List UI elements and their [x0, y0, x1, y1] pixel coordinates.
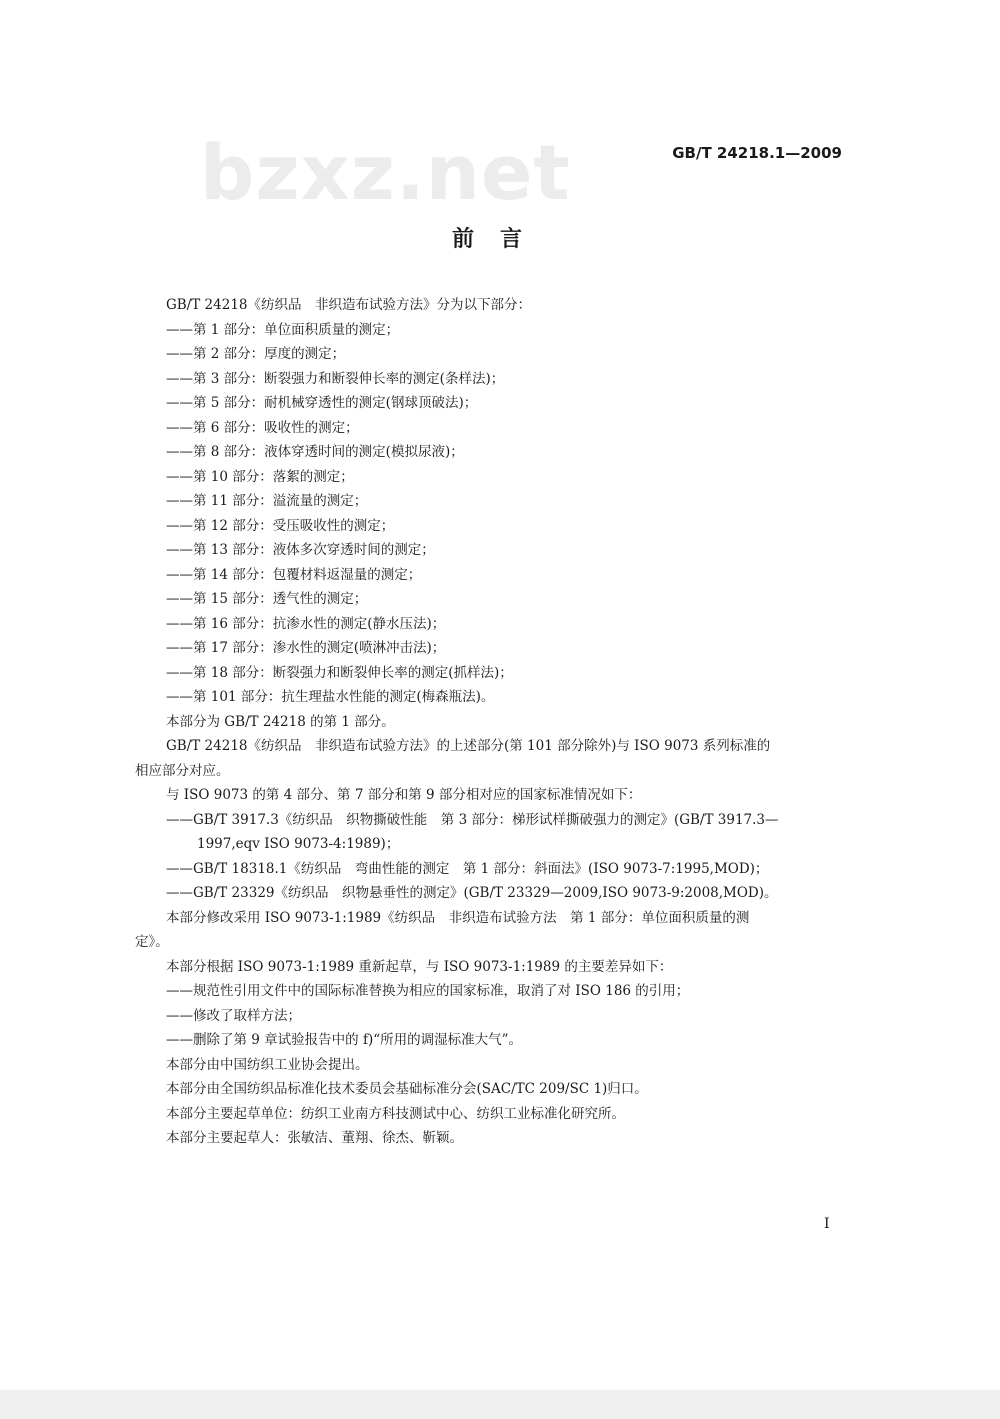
part-list-item: ——第 10 部分：落絮的测定； — [166, 468, 354, 485]
part-list-item: ——第 3 部分：断裂强力和断裂伸长率的测定(条样法)； — [166, 370, 505, 387]
drafters-paragraph: 本部分主要起草人：张敏洁、董翔、徐杰、靳颖。 — [166, 1130, 463, 1146]
difference-item: ——修改了取样方法； — [166, 1007, 301, 1024]
page-title: 前言 — [451, 227, 548, 252]
difference-item: ——删除了第 9 章试验报告中的 f)“所用的调湿标准大气”。 — [166, 1032, 523, 1048]
part-list-item: ——第 1 部分：单位面积质量的测定； — [166, 321, 400, 338]
national-standard-item-line1: ——GB/T 3917.3《纺织品 织物撕破性能 第 3 部分：梯形试样撕破强力的测定》(GB/T 3917.3— — [166, 811, 779, 828]
correspondence-paragraph-line1: GB/T 24218《纺织品 非织造布试验方法》的上述部分(第 101 部分除外)与 ISO 9073 系列标准的 — [166, 738, 771, 754]
redraft-paragraph: 本部分根据 ISO 9073-1:1989 重新起草，与 ISO 9073-1:1989 的主要差异如下： — [166, 958, 673, 975]
part-list-item: ——第 6 部分：吸收性的测定； — [166, 419, 359, 436]
national-standards-intro: 与 ISO 9073 的第 4 部分、第 7 部分和第 9 部分相对应的国家标准情况如下： — [166, 787, 642, 803]
national-standard-item: ——GB/T 23329《纺织品 织物悬垂性的测定》(GB/T 23329—2009,ISO 9073-9:2008,MOD)。 — [166, 885, 778, 901]
centralized-by-paragraph: 本部分由全国纺织品标准化技术委员会基础标准分会(SAC/TC 209/SC 1)归口。 — [166, 1081, 648, 1097]
part-list-item: ——第 5 部分：耐机械穿透性的测定(钢球顶破法)； — [166, 395, 478, 411]
page-number: I — [824, 1216, 830, 1232]
part-list-item: ——第 101 部分：抗生理盐水性能的测定(梅森瓶法)。 — [166, 689, 495, 705]
part-list-item: ——第 18 部分：断裂强力和断裂伸长率的测定(抓样法)； — [166, 664, 513, 681]
viewer-bottom-bar — [0, 1390, 1000, 1419]
part-list-item: ——第 16 部分：抗渗水性的测定(静水压法)； — [166, 615, 446, 632]
difference-item: ——规范性引用文件中的国际标准替换为相应的国家标准，取消了对 ISO 186 的引用； — [166, 983, 690, 999]
part-list-item: ——第 12 部分：受压吸收性的测定； — [166, 517, 395, 534]
part-list-item: ——第 15 部分：透气性的测定； — [166, 591, 368, 607]
part-list-item: ——第 2 部分：厚度的测定； — [166, 346, 346, 362]
national-standard-item-line2: 1997,eqv ISO 9073-4:1989)； — [197, 836, 400, 852]
drafting-units-paragraph: 本部分主要起草单位：纺织工业南方科技测试中心、纺织工业标准化研究所。 — [166, 1105, 625, 1122]
national-standard-item: ——GB/T 18318.1《纺织品 弯曲性能的测定 第 1 部分：斜面法》(ISO 9073-7:1995,MOD)； — [166, 860, 769, 877]
part1-paragraph: 本部分为 GB/T 24218 的第 1 部分。 — [166, 713, 395, 730]
part-list-item: ——第 17 部分：渗水性的测定(喷淋冲击法)； — [166, 640, 446, 656]
document-body — [135, 293, 844, 1151]
part-list-item: ——第 13 部分：液体多次穿透时间的测定； — [166, 542, 435, 558]
standard-number: GB/T 24218.1—2009 — [672, 144, 842, 162]
correspondence-paragraph-line2: 相应部分对应。 — [135, 762, 230, 779]
watermark: bzxz.net — [200, 128, 571, 217]
adoption-paragraph-line1: 本部分修改采用 ISO 9073-1:1989《纺织品 非织造布试验方法 第 1 部分：单位面积质量的测 — [166, 909, 750, 926]
intro-paragraph: GB/T 24218《纺织品 非织造布试验方法》分为以下部分： — [166, 297, 531, 313]
part-list-item: ——第 8 部分：液体穿透时间的测定(模拟尿液)； — [166, 444, 464, 460]
proposed-by-paragraph: 本部分由中国纺织工业协会提出。 — [166, 1056, 369, 1073]
part-list-item: ——第 11 部分：溢流量的测定； — [166, 493, 368, 509]
adoption-paragraph-line2: 定》。 — [135, 934, 169, 950]
part-list-item: ——第 14 部分：包覆材料返湿量的测定； — [166, 566, 422, 583]
